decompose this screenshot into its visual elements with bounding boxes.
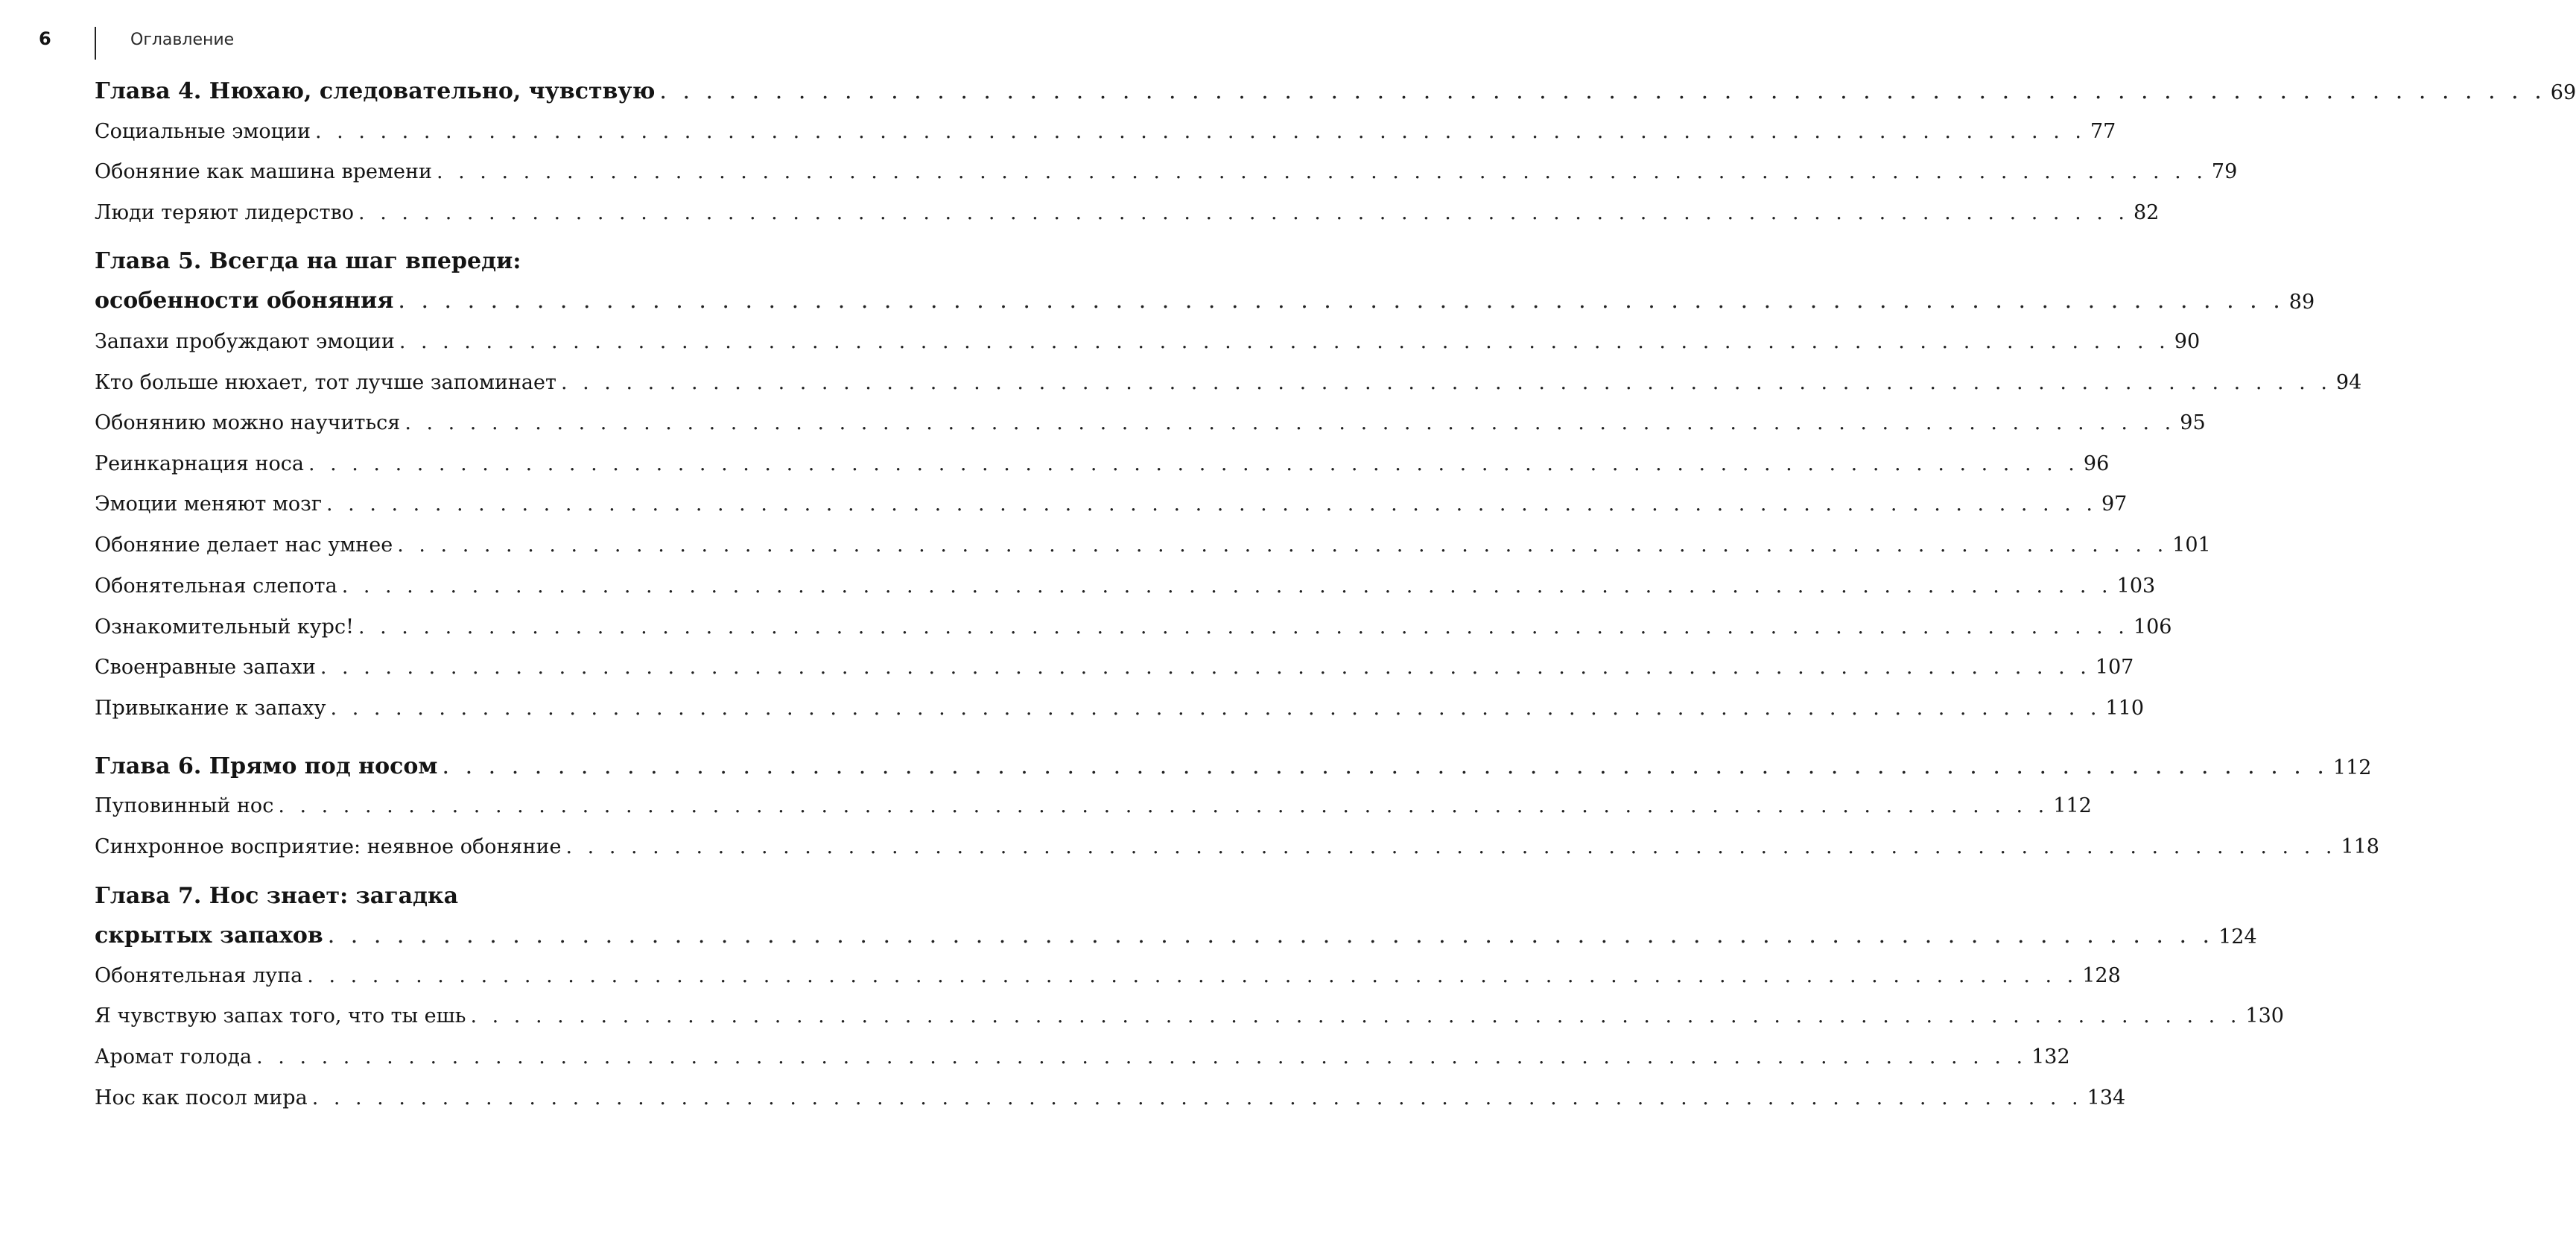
toc-section-entry [95,609,2172,639]
dot-leader: . . . . . . . . . . . . . . . . . . . . . . . . . . . . . . . . . . . . . . . . . . . . . . . . . . . . . . . . . . . . . . . . . . . . . . . . . . . . . . . . . . [470,1004,2242,1028]
dot-leader: . . . . . . . . . . . . . . . . . . . . . . . . . . . . . . . . . . . . . . . . . . . . . . . . . . . . . . . . . . . . . . . . . . . . . . . . . . . . . . . . . . [436,160,2207,183]
toc-section-entry [95,446,2110,475]
dot-leader: . . . . . . . . . . . . . . . . . . . . . . . . . . . . . . . . . . . . . . . . . . . . . . . . . . . . . . . . . . . . . . . . . . . . . . . . . . . . . . . . . . [397,533,2169,557]
toc-page-number: 112 [2332,756,2372,779]
toc-page-number: 112 [2053,794,2092,817]
dot-leader: . . . . . . . . . . . . . . . . . . . . . . . . . . . . . . . . . . . . . . . . . . . . . . . . . . . . . . . . . . . . . . . . . . . . . . . . . . . . . . . . . . [560,371,2332,394]
toc-chapter-entry [95,750,2372,779]
dot-leader: . . . . . . . . . . . . . . . . . . . . . . . . . . . . . . . . . . . . . . . . . . . . . . . . . . . . . . . . . . . . . . . . . . . . . . . . . . . . . . . . . . [565,835,2337,858]
toc-entry-title: Ознакомительный курс! [95,615,354,639]
toc-page-number: 106 [2133,615,2172,639]
toc-page-number: 77 [2090,120,2116,143]
dot-leader: . . . . . . . . . . . . . . . . . . . . . . . . . . . . . . . . . . . . . . . . . . . . . . . . . . . . . . . . . . . . . . . . . . . . . . . . . . . . . . . . . . [358,201,2129,224]
toc-page-number: 134 [2087,1086,2126,1109]
toc-page-number: 101 [2172,533,2211,557]
toc-entry-title: Глава 4. Нюхаю, следовательно, чувствую [95,78,656,104]
toc-entry-title: Своенравные запахи [95,656,316,679]
toc-entry-title: Обоняние как машина времени [95,160,432,183]
toc-section-entry [95,486,2128,516]
toc-chapter-entry [95,284,2315,314]
toc-page-number: 94 [2335,371,2362,394]
toc-entry-title: особенности обоняния [95,288,394,314]
dot-leader: . . . . . . . . . . . . . . . . . . . . . . . . . . . . . . . . . . . . . . . . . . . . . . . . . . . . . . . . . . . . . . . . . . . . . . . . . . . . . . . . . . [330,697,2101,720]
toc-section-entry [95,323,2201,353]
dot-leader: . . . . . . . . . . . . . . . . . . . . . . . . . . . . . . . . . . . . . . . . . . . . . . . . . . . . . . . . . . . . . . . . . . . . . . . . . . . . . . . . . . [341,574,2113,598]
toc-section-entry [95,788,2092,817]
dot-leader: . . . . . . . . . . . . . . . . . . . . . . . . . . . . . . . . . . . . . . . . . . . . . . . . . . . . . . . . . . . . . . . . . . . . . . . . . . . . . . . . . . [398,288,2285,314]
toc-entry-title: Обоняние делает нас умнее [95,533,393,557]
toc-entry-title: Кто больше нюхает, тот лучше запоминает [95,371,556,394]
toc-chapter-entry [95,919,2257,949]
dot-leader: . . . . . . . . . . . . . . . . . . . . . . . . . . . . . . . . . . . . . . . . . . . . . . . . . . . . . . . . . . . . . . . . . . . . . . . . . . . . . . . . . . [256,1045,2028,1068]
toc-section-entry [95,568,2156,598]
toc-section-entry [95,194,2160,224]
dot-leader: . . . . . . . . . . . . . . . . . . . . . . . . . . . . . . . . . . . . . . . . . . . . . . . . . . . . . . . . . . . . . . . . . . . . . . . . . . . . . . . . . . [399,330,2170,353]
toc-page-number: 79 [2211,160,2238,183]
toc-entry-title: Социальные эмоции [95,120,311,143]
dot-leader: . . . . . . . . . . . . . . . . . . . . . . . . . . . . . . . . . . . . . . . . . . . . . . . . . . . . . . . . . . . . . . . . . . . . . . . . . . . . . . . . . . [311,1086,2083,1109]
toc-entry-title: Люди теряют лидерство [95,201,355,224]
toc-page-number: 118 [2341,835,2379,858]
toc-page-number: 97 [2101,493,2128,516]
toc-page-number: 90 [2174,330,2201,353]
toc-page-number: 107 [2095,656,2134,679]
toc-section-entry [95,1080,2126,1109]
toc-entry-title: Глава 6. Прямо под носом [95,753,438,779]
dot-leader: . . . . . . . . . . . . . . . . . . . . . . . . . . . . . . . . . . . . . . . . . . . . . . . . . . . . . . . . . . . . . . . . . . . . . . . . . . . . . . . . . . [320,656,2091,679]
toc-section-entry [95,405,2206,434]
header-divider [95,27,96,60]
dot-leader: . . . . . . . . . . . . . . . . . . . . . . . . . . . . . . . . . . . . . . . . . . . . . . . . . . . . . . . . . . . . . . . . . . . . . . . . . . . . . . . . . . [358,615,2129,639]
toc-entry-title: Синхронное восприятие: неявное обоняние [95,835,562,858]
toc-entry-title: Пуповинный нос [95,794,274,817]
dot-leader: . . . . . . . . . . . . . . . . . . . . . . . . . . . . . . . . . . . . . . . . . . . . . . . . . . . . . . . . . . . . . . . . . . . . . . . . . . . . . . . . . . [405,411,2176,434]
dot-leader: . . . . . . . . . . . . . . . . . . . . . . . . . . . . . . . . . . . . . . . . . . . . . . . . . . . . . . . . . . . . . . . . . . . . . . . . . . . . . . . . . . [442,753,2329,779]
toc-section-entry [95,1039,2070,1068]
toc-entry-title: Обонятельная лупа [95,964,303,987]
toc-section-entry [95,113,2116,143]
dot-leader: . . . . . . . . . . . . . . . . . . . . . . . . . . . . . . . . . . . . . . . . . . . . . . . . . . . . . . . . . . . . . . . . . . . . . . . . . . . . . . . . . . [308,452,2079,475]
toc-chapter-entry [95,75,2576,104]
toc-page-number: 89 [2288,291,2315,314]
toc-page-number: 95 [2180,411,2206,434]
toc-page-number: 128 [2082,964,2121,987]
toc-section-entry [95,364,2362,394]
toc-page-number: 69 [2550,81,2576,104]
toc-section-entry [95,649,2134,679]
dot-leader: . . . . . . . . . . . . . . . . . . . . . . . . . . . . . . . . . . . . . . . . . . . . . . . . . . . . . . . . . . . . . . . . . . . . . . . . . . . . . . . . . . [278,794,2049,817]
toc-section-entry [95,998,2284,1028]
toc-page-number: 96 [2083,452,2110,475]
toc-section-entry [95,527,2211,557]
dot-leader: . . . . . . . . . . . . . . . . . . . . . . . . . . . . . . . . . . . . . . . . . . . . . . . . . . . . . . . . . . . . . . . . . . . . . . . . . . . . . . . . . . [327,922,2215,949]
dot-leader: . . . . . . . . . . . . . . . . . . . . . . . . . . . . . . . . . . . . . . . . . . . . . . . . . . . . . . . . . . . . . . . . . . . . . . . . . . . . . . . . . . [315,120,2086,143]
toc-chapter-title-line: Глава 7. Нос знает: загадка [95,883,459,909]
toc-entry-title: Я чувствую запах того, что ты ешь [95,1004,466,1028]
toc-entry-title: Обонятельная слепота [95,574,337,598]
toc-page-number: 110 [2105,697,2145,720]
page-header [0,27,745,64]
toc-entry-title: скрытых запахов [95,922,323,949]
toc-section-entry [95,829,2379,858]
dot-leader: . . . . . . . . . . . . . . . . . . . . . . . . . . . . . . . . . . . . . . . . . . . . . . . . . . . . . . . . . . . . . . . . . . . . . . . . . . . . . . . . . . [659,78,2546,104]
dot-leader: . . . . . . . . . . . . . . . . . . . . . . . . . . . . . . . . . . . . . . . . . . . . . . . . . . . . . . . . . . . . . . . . . . . . . . . . . . . . . . . . . . [326,493,2097,516]
toc-entry-title: Аромат голода [95,1045,253,1068]
toc-page-number: 82 [2134,201,2160,224]
toc-page-number: 103 [2116,574,2156,598]
toc-chapter-title-line: Глава 5. Всегда на шаг впереди: [95,248,521,274]
toc-page-number: 132 [2031,1045,2070,1068]
toc-entry-title: Реинкарнация носа [95,452,304,475]
toc-section-entry [95,957,2121,987]
toc-entry-title: Обонянию можно научиться [95,411,401,434]
toc-entry-title: Нос как посол мира [95,1086,308,1109]
toc-entry-title: Запахи пробуждают эмоции [95,330,395,353]
running-title: Оглавление [130,31,235,49]
dot-leader: . . . . . . . . . . . . . . . . . . . . . . . . . . . . . . . . . . . . . . . . . . . . . . . . . . . . . . . . . . . . . . . . . . . . . . . . . . . . . . . . . . [307,964,2078,987]
toc-page-number: 124 [2218,925,2257,949]
toc-page-number: 130 [2245,1004,2284,1028]
page-number: 6 [39,28,51,49]
toc-section-entry [95,690,2145,720]
toc-section-entry [95,153,2238,183]
toc-entry-title: Эмоции меняют мозг [95,493,323,516]
toc-entry-title: Привыкание к запаху [95,697,326,720]
